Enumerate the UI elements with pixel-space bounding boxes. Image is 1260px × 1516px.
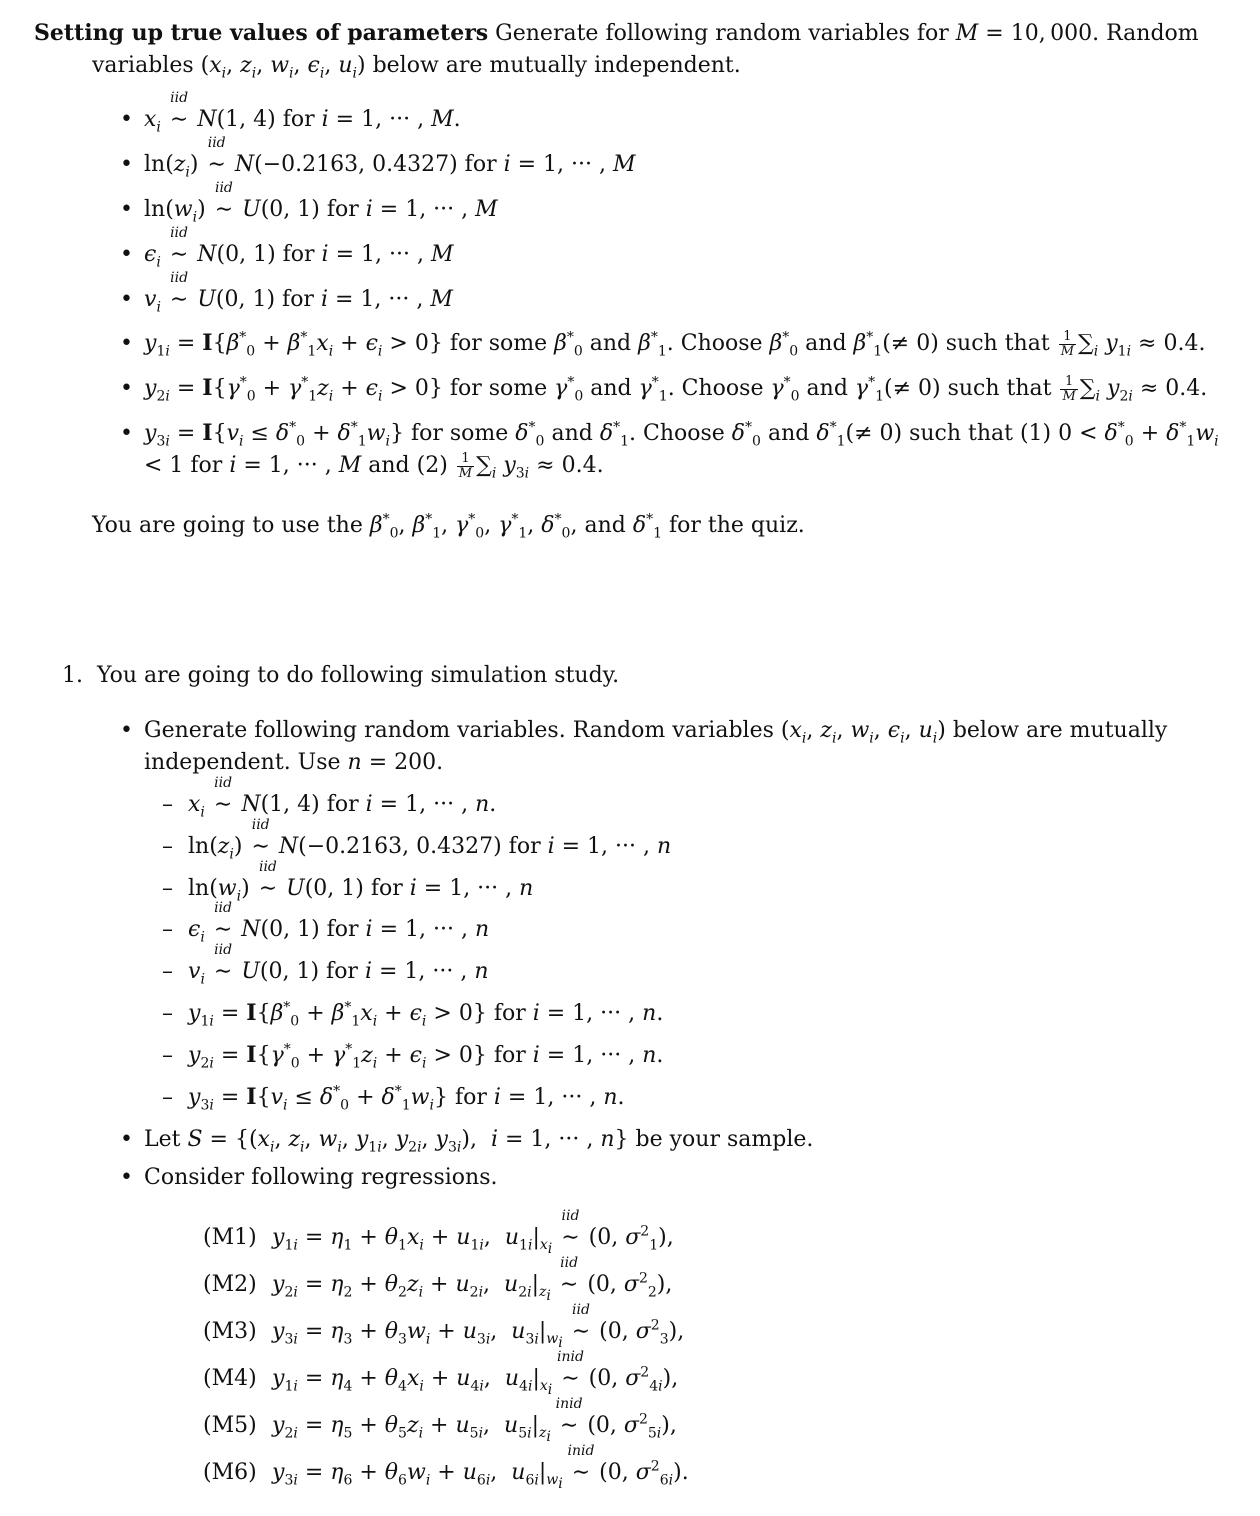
regression-row: (M2) $y_{2i} = \eta_2 + \theta_2z_i + u_{2i}$, $u_{2i}|_{z_i}$ ∼ iid (0, $\sigma^2_2$), — [203, 1255, 673, 1305]
generate-text: Generate following random variables. Random variables ($x_i$, $z_i$, $w_i$, $\epsilon_i$, $u_i$) below are mutually independent. Use n = 200. — [144, 718, 1168, 775]
list-item: • $y_{3i} = I\{v_i \le \delta^*_0 + \delta^*_1w_i\}$ for some $\delta^*_0$ and $\delta^*_1$. Choose $\delta^*_0$ and $\delta^*_1(\ne 0)$ such that (1) $0 < \delta^*_0 + \delta^*_1w_i < 1$ for i = 1, ··· , M and (2) $\frac{1}{M}$ $\sum_i$ $y_{3i} \approx 0.4$. — [144, 418, 1219, 482]
intro-section — [34, 18, 1224, 82]
regression-label: (M3) — [203, 1319, 257, 1344]
list-item: – $v_i$ ∼ iid U(0, 1) for i = 1, ··· , n — [188, 956, 1219, 988]
regression-label: (M4) — [203, 1366, 257, 1391]
list-item: • $\epsilon_i$ ∼ iid N(0, 1) for i = 1, ··· , M — [144, 239, 1219, 271]
list-item: • $x_i$ ∼ iid N(1, 4) for i = 1, ··· , M. — [144, 104, 1219, 136]
list-item — [144, 715, 1219, 1114]
list-item: – $x_i$ ∼ iid N(1, 4) for i = 1, ··· , n. — [188, 789, 1219, 821]
setup-list — [144, 90, 1219, 495]
list-item: – $\ln(z_i)$ ∼ iid N(−0.2163, 0.4327) for i = 1, ··· , n — [188, 831, 1219, 863]
list-item — [144, 1162, 1219, 1194]
sub-list — [144, 774, 1219, 1114]
list-item: – $\epsilon_i$ ∼ iid N(0, 1) for i = 1, ··· , n — [188, 914, 1219, 946]
regression-row: (M6) $y_{3i} = \eta_6 + \theta_6w_i + u_{6i}$, $u_{6i}|_{w_i}$ ∼ inid (0, $\sigma^2_{6i}$). — [203, 1443, 689, 1493]
regressions-block — [203, 1208, 689, 1504]
list-item: – $y_{3i} = I\{v_i \le \delta^*_0 + \delta^*_1w_i\}$ for i = 1, ··· , n. — [188, 1082, 1219, 1114]
simulation-list — [144, 715, 1219, 1194]
regressions-intro: Consider following regressions. — [144, 1164, 498, 1190]
list-item: – $\ln(w_i)$ ∼ iid U(0, 1) for i = 1, ··· , n — [188, 873, 1219, 905]
intro-paragraph — [34, 18, 1224, 82]
regression-label: (M1) — [203, 1225, 257, 1250]
regression-row: (M3) $y_{3i} = \eta_3 + \theta_3w_i + u_{3i}$, $u_{3i}|_{w_i}$ ∼ iid (0, $\sigma^2_3$), — [203, 1302, 685, 1352]
list-item: • Let $S = \{(x_i$, $z_i$, $w_i$, $y_{1i}$, $y_{2i}$, $y_{3i}$), i = 1, ··· , n} be your sample. — [144, 1124, 1219, 1156]
regression-label: (M5) — [203, 1413, 257, 1438]
list-item: • $y_{2i} = I\{\gamma^*_0 + \gamma^*_1z_i + \epsilon_i > 0\}$ for some $\gamma^*_0$ and $\gamma^*_1$. Choose $\gamma^*_0$ and $\gamma^*_1(\ne 0)$ such that $\frac{1}{M}$ $\sum_i$ $y_{2i} \approx 0.4$. — [144, 373, 1219, 405]
list-item: – $y_{2i} = I\{\gamma^*_0 + \gamma^*_1z_i + \epsilon_i > 0\}$ for i = 1, ··· , n. — [188, 1040, 1219, 1072]
regression-row: (M5) $y_{2i} = \eta_5 + \theta_5z_i + u_{5i}$, $u_{5i}|_{z_i}$ ∼ inid (0, $\sigma^2_{5i}$), — [203, 1396, 677, 1446]
question-1-heading — [62, 660, 619, 692]
section-heading: Setting up true values of parameters — [34, 20, 489, 46]
regression-label: (M2) — [203, 1272, 257, 1297]
question-number: 1. — [62, 663, 83, 688]
list-item: • $y_{1i} = I\{\beta^*_0 + \beta^*_1x_i + \epsilon_i > 0\}$ for some $\beta^*_0$ and $\beta^*_1$. Choose $\beta^*_0$ and $\beta^*_1(\ne 0)$ such that $\frac{1}{M}$ $\sum_i$ $y_{1i} \approx 0.4$. — [144, 328, 1219, 360]
regression-row: (M1) $y_{1i} = \eta_1 + \theta_1x_i + u_{1i}$, $u_{1i}|_{x_i}$ ∼ iid (0, $\sigma^2_1$), — [203, 1208, 674, 1258]
regression-label: (M6) — [203, 1460, 257, 1485]
list-item: • $\ln(z_i)$ ∼ iid N(−0.2163, 0.4327) for i = 1, ··· , M — [144, 149, 1219, 181]
intro-text: Generate following random variables for M = 10, 000. Random variables ($x_i$, $z_i$, $w_i$, $\epsilon_i$, $u_i$) below are mutually independent. — [92, 21, 1199, 82]
list-item: • $v_i$ ∼ iid U(0, 1) for i = 1, ··· , M — [144, 284, 1219, 316]
regression-row: (M4) $y_{1i} = \eta_4 + \theta_4x_i + u_{4i}$, $u_{4i}|_{x_i}$ ∼ inid (0, $\sigma^2_{4i}$), — [203, 1349, 679, 1399]
question-intro: You are going to do following simulation study. — [97, 663, 620, 688]
list-item: • $\ln(w_i)$ ∼ iid U(0, 1) for i = 1, ··· , M — [144, 194, 1219, 226]
list-item: – $y_{1i} = I\{\beta^*_0 + \beta^*_1x_i + \epsilon_i > 0\}$ for i = 1, ··· , n. — [188, 998, 1219, 1030]
quiz-note: You are going to use the $\beta^*_0$, $\beta^*_1$, $\gamma^*_0$, $\gamma^*_1$, $\delta^*_0$, and $\delta^*_1$ for the quiz. — [92, 511, 805, 542]
